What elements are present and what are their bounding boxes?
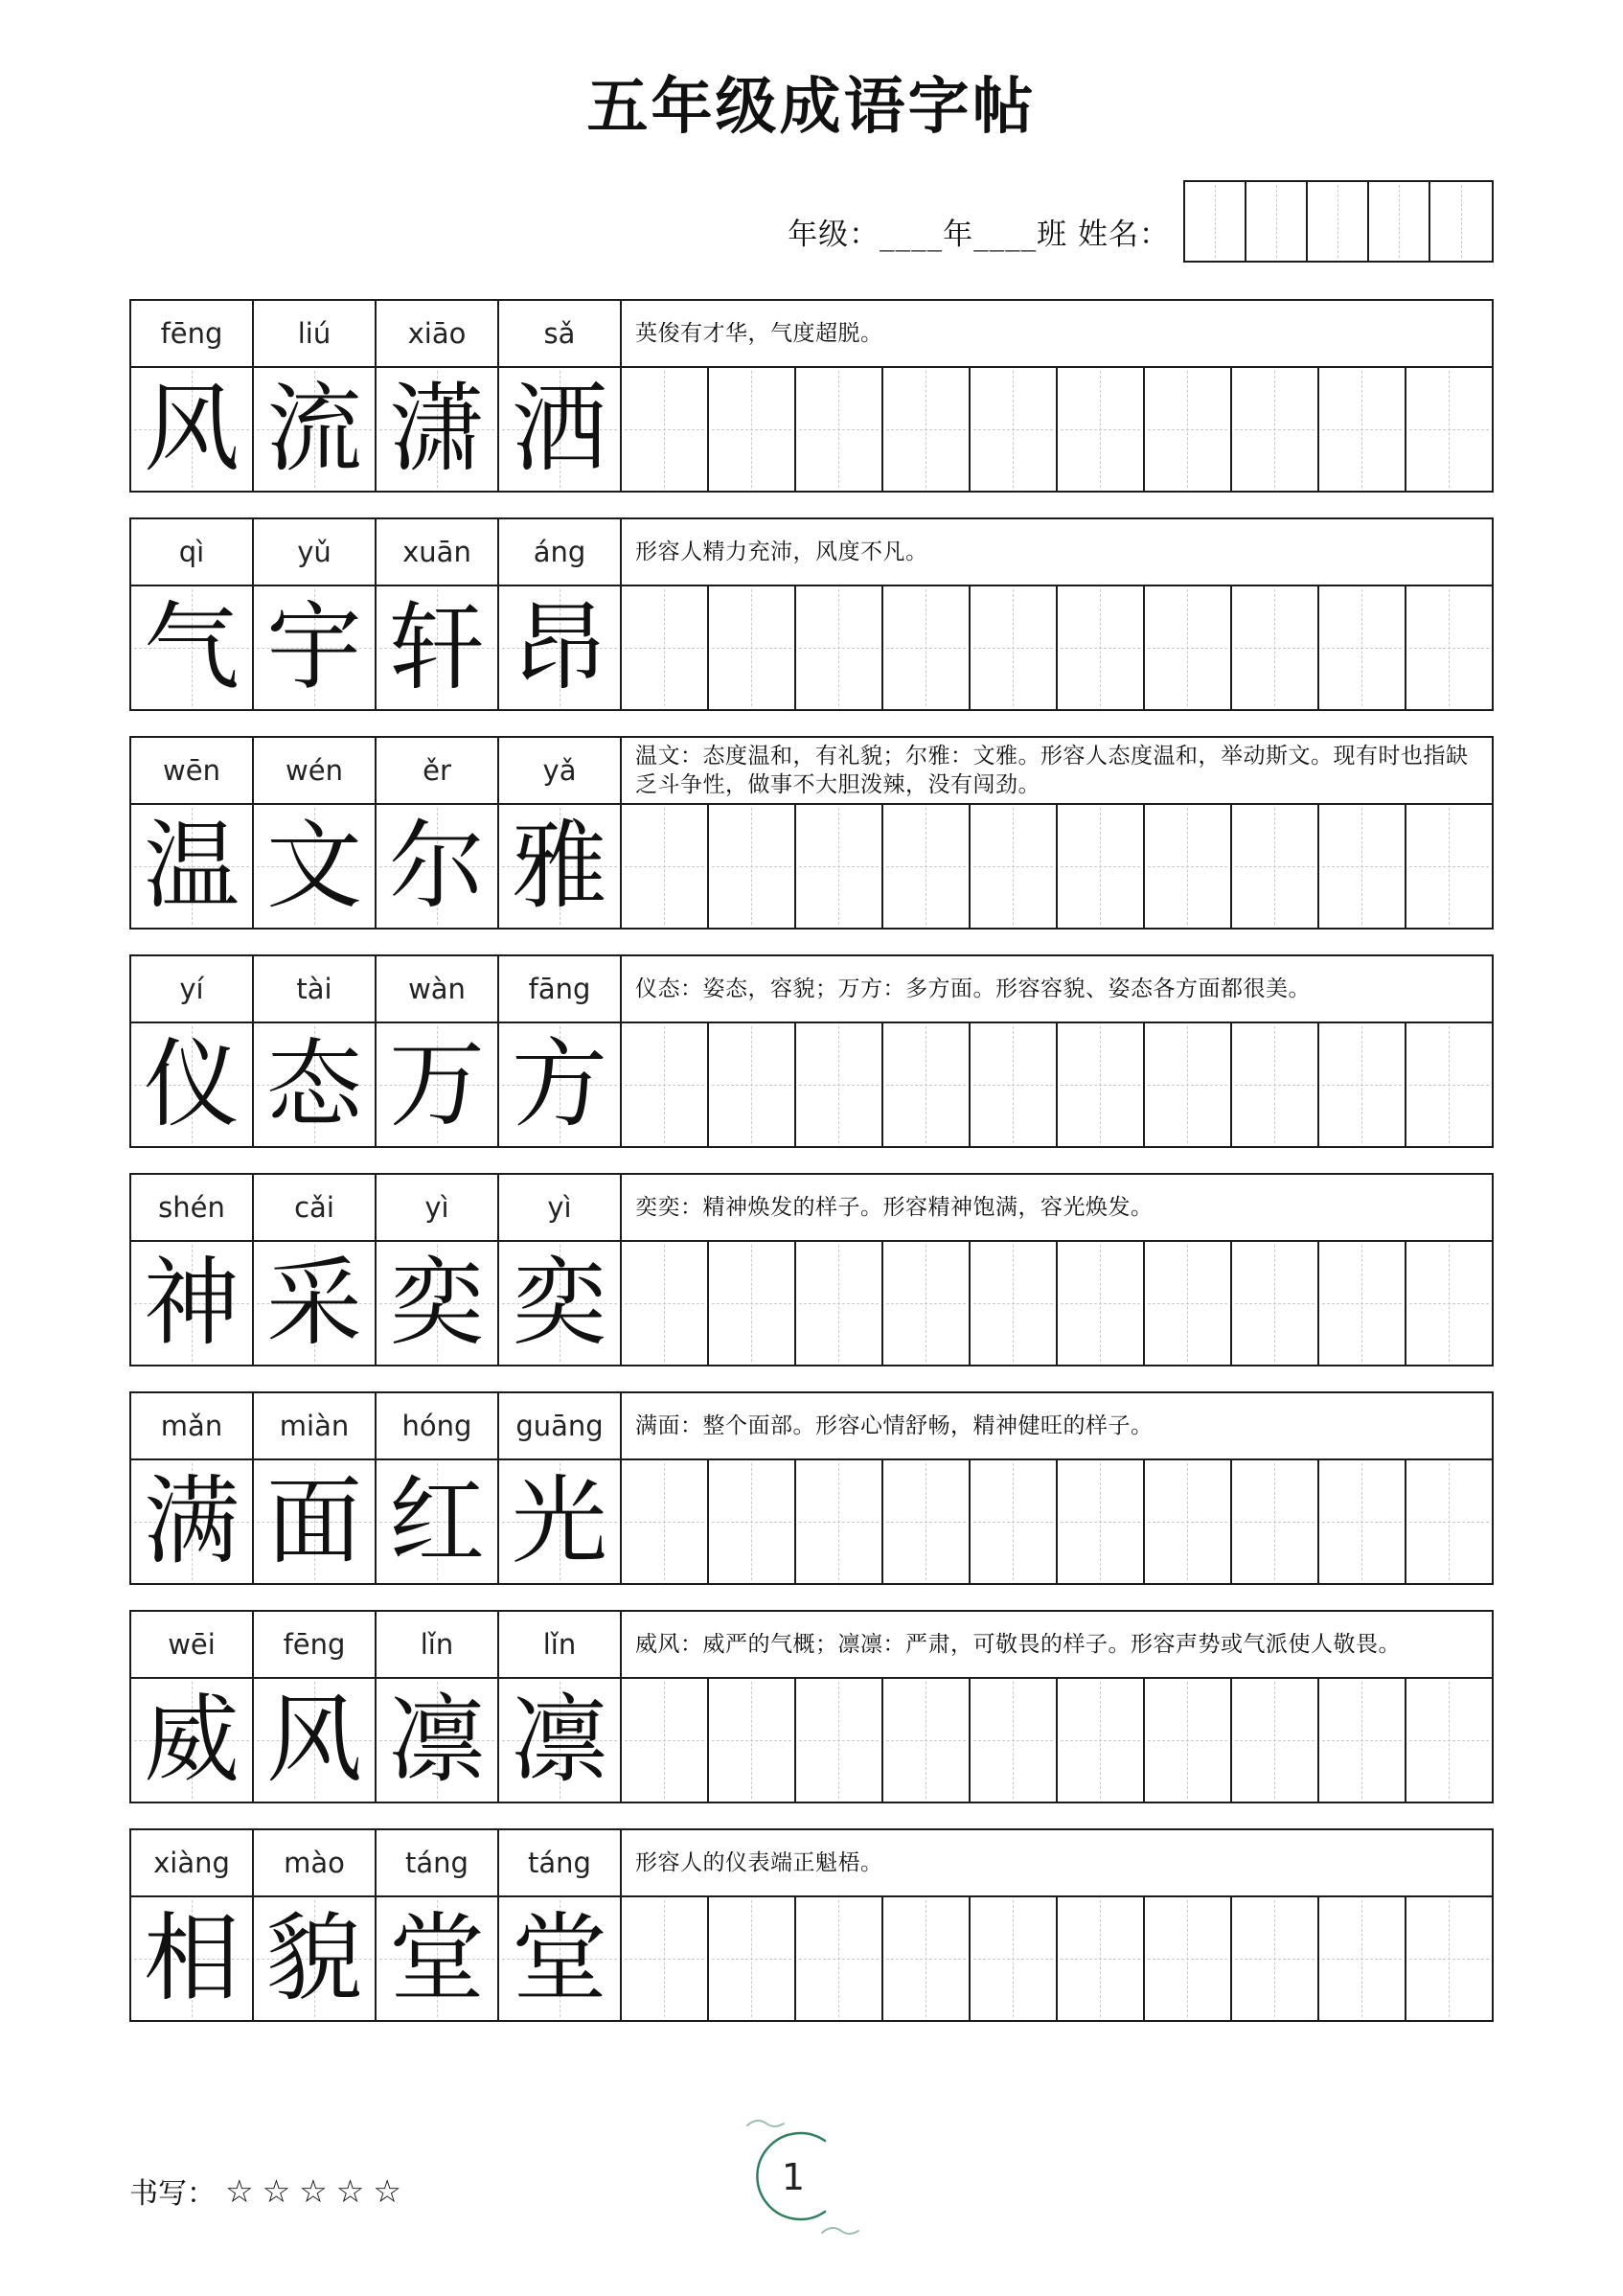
character-cell: 雅 bbox=[499, 805, 622, 928]
pinyin-cell: yǎ bbox=[499, 738, 622, 803]
pinyin-cell: wén bbox=[254, 738, 377, 803]
page-number bbox=[728, 2114, 872, 2242]
character-cell: 方 bbox=[499, 1023, 622, 1146]
practice-box bbox=[1232, 1460, 1319, 1583]
practice-box bbox=[1145, 805, 1232, 928]
practice-box bbox=[971, 1242, 1058, 1365]
practice-box bbox=[1145, 1242, 1232, 1365]
practice-box bbox=[796, 1897, 883, 2020]
pinyin-cell: yì bbox=[499, 1175, 622, 1240]
page-footer bbox=[129, 2114, 1494, 2258]
practice-box bbox=[1058, 368, 1145, 491]
practice-box bbox=[1145, 1023, 1232, 1146]
practice-box bbox=[1232, 586, 1319, 709]
pinyin-row bbox=[131, 1175, 1492, 1242]
character-cell: 凛 bbox=[377, 1679, 499, 1802]
pinyin-cell: áng bbox=[499, 519, 622, 585]
character-cell: 光 bbox=[499, 1460, 622, 1583]
idiom-block bbox=[129, 1173, 1494, 1366]
pinyin-cell: liú bbox=[254, 301, 377, 366]
practice-box bbox=[971, 1023, 1058, 1146]
pinyin-cell: táng bbox=[377, 1830, 499, 1895]
definition-text: 奕奕：精神焕发的样子。形容精神饱满，容光焕发。 bbox=[635, 1195, 1154, 1220]
practice-box bbox=[883, 1897, 971, 2020]
character-cell: 相 bbox=[131, 1897, 254, 2020]
practice-box bbox=[709, 1679, 796, 1802]
practice-box bbox=[1406, 1023, 1492, 1146]
practice-box bbox=[622, 1023, 709, 1146]
practice-box bbox=[1145, 1897, 1232, 2020]
name-writing-grid bbox=[1183, 180, 1494, 263]
practice-box bbox=[971, 1897, 1058, 2020]
practice-box bbox=[971, 1460, 1058, 1583]
pinyin-cell: táng bbox=[499, 1830, 622, 1895]
name-cell bbox=[1308, 182, 1369, 261]
definition-text: 英俊有才华，气度超脱。 bbox=[635, 321, 883, 346]
practice-box bbox=[622, 1242, 709, 1365]
pinyin-cell: mào bbox=[254, 1830, 377, 1895]
practice-box bbox=[709, 1242, 796, 1365]
character-row bbox=[131, 805, 1492, 928]
pinyin-cell: yǔ bbox=[254, 519, 377, 585]
page-title: 五年级成语字帖 bbox=[586, 71, 1037, 143]
idiom-block bbox=[129, 736, 1494, 930]
character-cell: 红 bbox=[377, 1460, 499, 1583]
pinyin-cell: miàn bbox=[254, 1393, 377, 1458]
practice-box bbox=[709, 368, 796, 491]
practice-box bbox=[1319, 368, 1406, 491]
pinyin-cell: wēn bbox=[131, 738, 254, 803]
pinyin-cell: cǎi bbox=[254, 1175, 377, 1240]
practice-box bbox=[883, 805, 971, 928]
pinyin-cell: fāng bbox=[499, 956, 622, 1022]
idiom-blocks bbox=[129, 299, 1494, 2022]
practice-box bbox=[1232, 1023, 1319, 1146]
pinyin-cell: fēng bbox=[254, 1612, 377, 1677]
pinyin-cell: sǎ bbox=[499, 301, 622, 366]
definition-text: 仪态：姿态，容貌；万方：多方面。形容容貌、姿态各方面都很美。 bbox=[635, 976, 1311, 1001]
practice-box bbox=[1145, 1460, 1232, 1583]
student-info-label: 年级：____年____班 姓名： bbox=[788, 218, 1170, 252]
practice-box bbox=[796, 368, 883, 491]
practice-box bbox=[796, 1242, 883, 1365]
definition-text: 满面：整个面部。形容心情舒畅，精神健旺的样子。 bbox=[635, 1413, 1154, 1438]
practice-box bbox=[709, 1023, 796, 1146]
character-cell: 宇 bbox=[254, 586, 377, 709]
pinyin-cell: fēng bbox=[131, 301, 254, 366]
practice-box bbox=[1232, 805, 1319, 928]
practice-box bbox=[796, 805, 883, 928]
character-cell: 堂 bbox=[377, 1897, 499, 2020]
idiom-block bbox=[129, 299, 1494, 493]
character-cell: 面 bbox=[254, 1460, 377, 1583]
practice-box bbox=[622, 1460, 709, 1583]
pinyin-cell: mǎn bbox=[131, 1393, 254, 1458]
character-cell: 流 bbox=[254, 368, 377, 491]
character-cell: 满 bbox=[131, 1460, 254, 1583]
character-row bbox=[131, 1023, 1492, 1146]
character-cell: 威 bbox=[131, 1679, 254, 1802]
character-cell: 堂 bbox=[499, 1897, 622, 2020]
character-cell: 神 bbox=[131, 1242, 254, 1365]
practice-box bbox=[622, 586, 709, 709]
practice-box bbox=[971, 805, 1058, 928]
character-row bbox=[131, 1242, 1492, 1365]
practice-box bbox=[883, 586, 971, 709]
practice-box bbox=[1406, 586, 1492, 709]
practice-box bbox=[1232, 1897, 1319, 2020]
practice-box bbox=[1232, 368, 1319, 491]
page-number-value: 1 bbox=[781, 2156, 806, 2198]
definition-text: 威风：威严的气概；凛凛：严肃，可敬畏的样子。形容声势或气派使人敬畏。 bbox=[635, 1632, 1401, 1657]
pinyin-cell: lǐn bbox=[377, 1612, 499, 1677]
practice-box bbox=[1058, 1242, 1145, 1365]
pinyin-cell: yì bbox=[377, 1175, 499, 1240]
practice-box bbox=[1319, 1897, 1406, 2020]
character-row bbox=[131, 1679, 1492, 1802]
practice-box bbox=[1406, 368, 1492, 491]
practice-box bbox=[796, 1460, 883, 1583]
character-cell: 奕 bbox=[377, 1242, 499, 1365]
practice-box bbox=[622, 1679, 709, 1802]
practice-box bbox=[622, 368, 709, 491]
practice-box bbox=[709, 586, 796, 709]
character-row bbox=[131, 368, 1492, 491]
rating-stars: ☆☆☆☆☆ bbox=[225, 2171, 410, 2210]
practice-box bbox=[1232, 1242, 1319, 1365]
idiom-block bbox=[129, 1610, 1494, 1803]
idiom-block bbox=[129, 1391, 1494, 1585]
pinyin-cell: wàn bbox=[377, 956, 499, 1022]
practice-box bbox=[622, 1897, 709, 2020]
practice-box bbox=[1145, 368, 1232, 491]
practice-box bbox=[796, 1023, 883, 1146]
character-cell: 风 bbox=[254, 1679, 377, 1802]
character-cell: 温 bbox=[131, 805, 254, 928]
idiom-block bbox=[129, 954, 1494, 1148]
writing-score-label: 书写： bbox=[129, 2177, 216, 2211]
pinyin-row bbox=[131, 1830, 1492, 1897]
practice-box bbox=[1058, 1023, 1145, 1146]
definition-text: 温文：态度温和，有礼貌；尔雅：文雅。形容人态度温和，举动斯文。现有时也指缺乏斗争性，做事不大胆泼辣，没有闯劲。 bbox=[635, 744, 1469, 797]
name-cell bbox=[1185, 182, 1246, 261]
pinyin-cell: shén bbox=[131, 1175, 254, 1240]
practice-box bbox=[1406, 1242, 1492, 1365]
pinyin-row bbox=[131, 301, 1492, 368]
practice-box bbox=[1319, 805, 1406, 928]
definition-text: 形容人的仪表端正魁梧。 bbox=[635, 1850, 883, 1875]
pinyin-cell: ěr bbox=[377, 738, 499, 803]
practice-box bbox=[622, 805, 709, 928]
character-row bbox=[131, 1897, 1492, 2020]
practice-box bbox=[1058, 1460, 1145, 1583]
student-info-row bbox=[129, 178, 1494, 263]
practice-box bbox=[971, 586, 1058, 709]
practice-box bbox=[1145, 586, 1232, 709]
pinyin-cell: qì bbox=[131, 519, 254, 585]
pinyin-cell: guāng bbox=[499, 1393, 622, 1458]
character-cell: 昂 bbox=[499, 586, 622, 709]
pinyin-row bbox=[131, 738, 1492, 805]
character-cell: 文 bbox=[254, 805, 377, 928]
pinyin-cell: xiàng bbox=[131, 1830, 254, 1895]
definition-text: 形容人精力充沛，风度不凡。 bbox=[635, 540, 928, 564]
character-row bbox=[131, 1460, 1492, 1583]
idiom-block bbox=[129, 517, 1494, 711]
character-cell: 采 bbox=[254, 1242, 377, 1365]
practice-box bbox=[1319, 1460, 1406, 1583]
character-cell: 轩 bbox=[377, 586, 499, 709]
practice-box bbox=[1319, 1679, 1406, 1802]
character-cell: 貌 bbox=[254, 1897, 377, 2020]
practice-box bbox=[1319, 1023, 1406, 1146]
practice-box bbox=[1058, 1679, 1145, 1802]
practice-box bbox=[796, 586, 883, 709]
practice-box bbox=[1319, 1242, 1406, 1365]
practice-box bbox=[883, 1679, 971, 1802]
practice-box bbox=[971, 1679, 1058, 1802]
pinyin-cell: xiāo bbox=[377, 301, 499, 366]
character-cell: 风 bbox=[131, 368, 254, 491]
practice-box bbox=[1406, 1460, 1492, 1583]
practice-box bbox=[796, 1679, 883, 1802]
pinyin-cell: wēi bbox=[131, 1612, 254, 1677]
practice-box bbox=[709, 1897, 796, 2020]
character-row bbox=[131, 586, 1492, 709]
practice-box bbox=[883, 368, 971, 491]
name-cell bbox=[1430, 182, 1492, 261]
character-cell: 气 bbox=[131, 586, 254, 709]
pinyin-cell: yí bbox=[131, 956, 254, 1022]
practice-box bbox=[1406, 1897, 1492, 2020]
practice-box bbox=[709, 1460, 796, 1583]
writing-score bbox=[129, 2170, 410, 2212]
practice-box bbox=[1145, 1679, 1232, 1802]
practice-box bbox=[1406, 1679, 1492, 1802]
character-cell: 潇 bbox=[377, 368, 499, 491]
practice-box bbox=[1058, 1897, 1145, 2020]
pinyin-row bbox=[131, 1393, 1492, 1460]
pinyin-cell: lǐn bbox=[499, 1612, 622, 1677]
practice-box bbox=[709, 805, 796, 928]
character-cell: 万 bbox=[377, 1023, 499, 1146]
practice-box bbox=[883, 1460, 971, 1583]
practice-box bbox=[1232, 1679, 1319, 1802]
pinyin-row bbox=[131, 1612, 1492, 1679]
pinyin-row bbox=[131, 956, 1492, 1023]
practice-box bbox=[1058, 586, 1145, 709]
practice-box bbox=[883, 1242, 971, 1365]
character-cell: 态 bbox=[254, 1023, 377, 1146]
character-cell: 奕 bbox=[499, 1242, 622, 1365]
pinyin-row bbox=[131, 519, 1492, 586]
character-cell: 洒 bbox=[499, 368, 622, 491]
name-cell bbox=[1369, 182, 1430, 261]
practice-box bbox=[1058, 805, 1145, 928]
practice-box bbox=[883, 1023, 971, 1146]
character-cell: 尔 bbox=[377, 805, 499, 928]
character-cell: 凛 bbox=[499, 1679, 622, 1802]
pinyin-cell: tài bbox=[254, 956, 377, 1022]
idiom-block bbox=[129, 1828, 1494, 2022]
practice-box bbox=[1319, 586, 1406, 709]
pinyin-cell: hóng bbox=[377, 1393, 499, 1458]
character-cell: 仪 bbox=[131, 1023, 254, 1146]
practice-box bbox=[971, 368, 1058, 491]
practice-box bbox=[1406, 805, 1492, 928]
name-cell bbox=[1246, 182, 1308, 261]
pinyin-cell: xuān bbox=[377, 519, 499, 585]
